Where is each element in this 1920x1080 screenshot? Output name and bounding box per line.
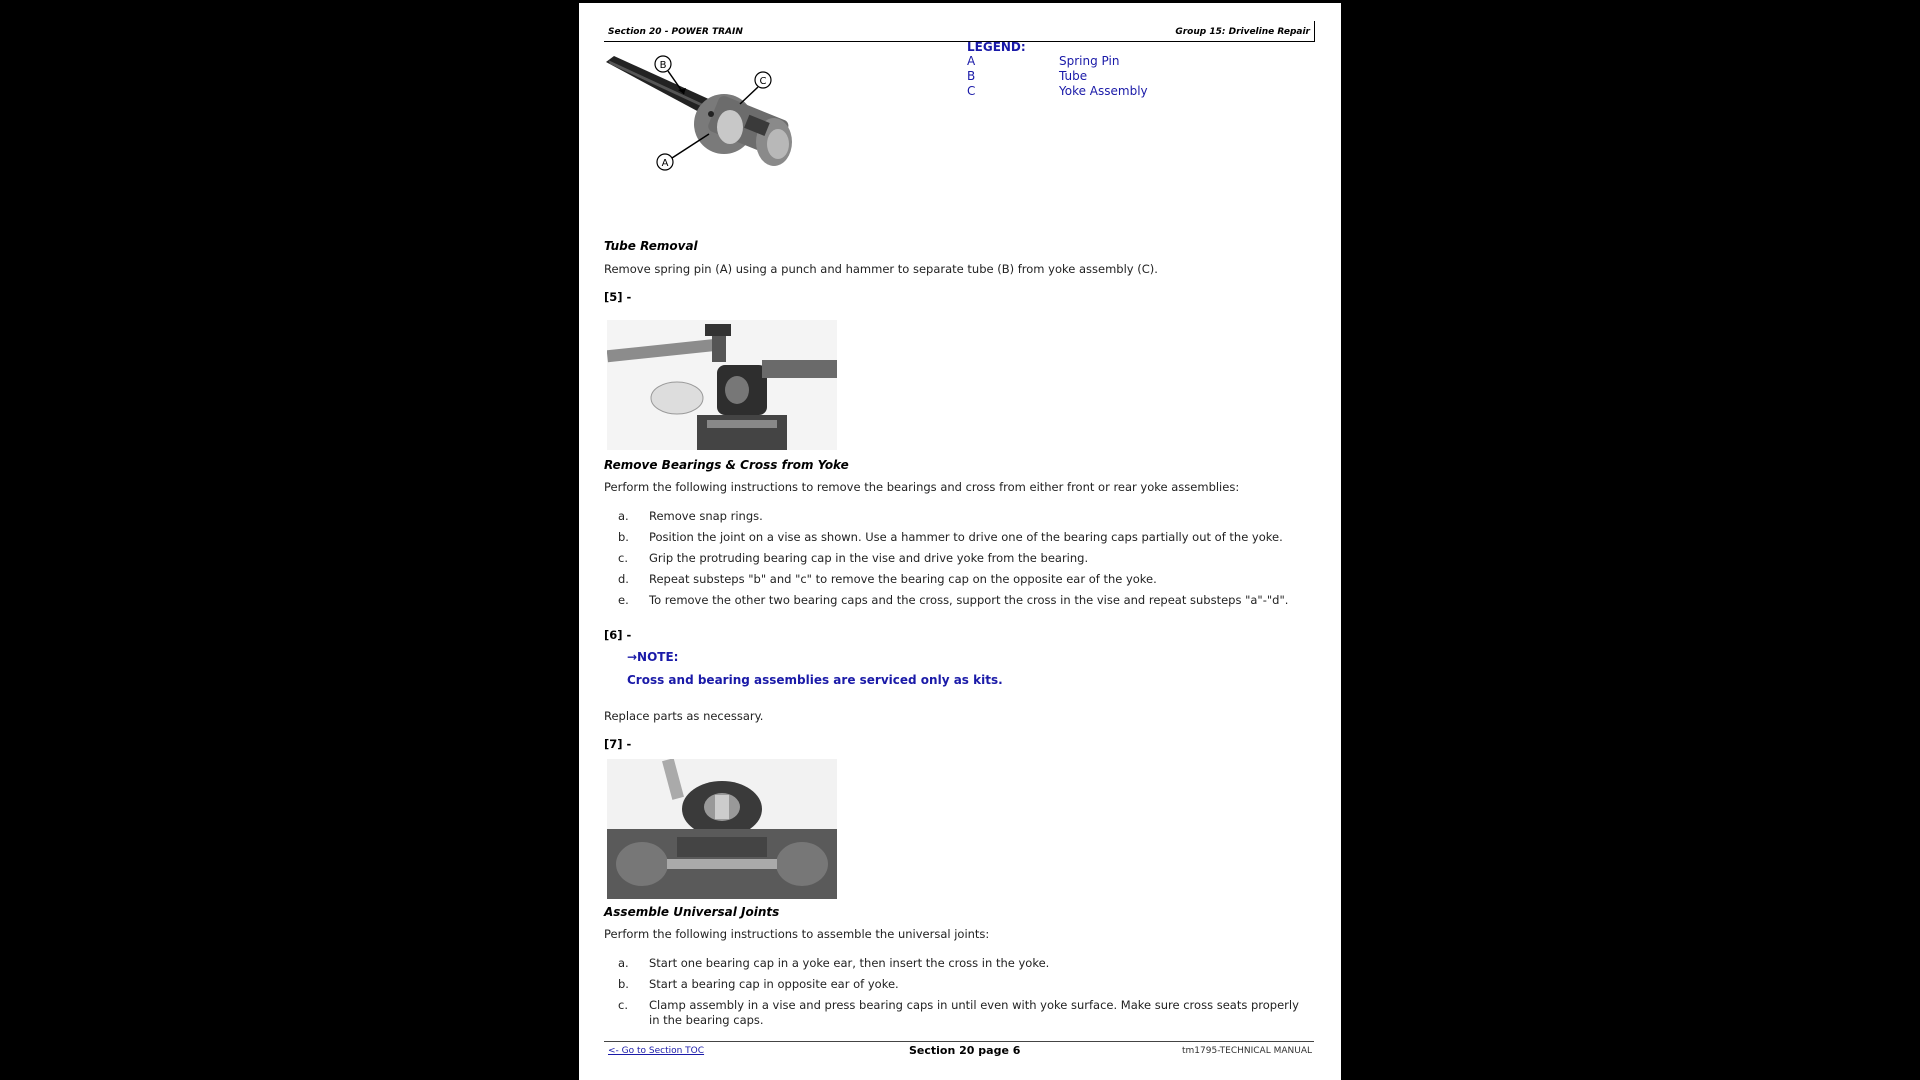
list-marker: b. [618,530,629,544]
list-marker: c. [618,551,628,565]
assemble-heading: Assemble Universal Joints [604,905,780,919]
header-section: Section 20 - POWER TRAIN [608,27,743,37]
list-text: Start a bearing cap in opposite ear of yoke. [649,977,899,991]
list-item [618,509,1308,524]
legend-key: A [967,54,976,68]
legend-value: Yoke Assembly [1059,84,1148,98]
list-item [618,551,1308,566]
page-number: Section 20 page 6 [909,1044,1021,1057]
list-marker: e. [618,593,629,607]
hammer-yoke-figure [607,320,837,450]
legend-value: Spring Pin [1059,54,1120,68]
list-text: Grip the protruding bearing cap in the vise and drive yoke from the bearing. [649,551,1089,565]
callout-c [740,72,771,104]
step-6-label: [6] - [604,628,632,642]
legend-row [967,84,1148,99]
driveshaft-figure [606,48,856,208]
footer-divider [604,1041,1314,1042]
list-item [618,593,1308,608]
legend-title: LEGEND: [967,40,1026,54]
list-text: Remove snap rings. [649,509,763,523]
list-marker: b. [618,977,629,991]
legend-row [967,54,1120,69]
callout-b-label: B [659,60,667,71]
list-text: Clamp assembly in a vise and press bearing caps in until even with yoke surface. Make sure cross seats properly in the bearing caps. [649,998,1299,1027]
remove-bearings-intro: Perform the following instructions to remove the bearings and cross from either front or rear yoke assemblies: [604,480,1240,494]
callout-a-label: A [661,158,669,169]
list-item [618,998,1308,1027]
tube-removal-heading: Tube Removal [604,239,698,253]
remove-bearings-heading: Remove Bearings & Cross from Yoke [604,458,849,472]
list-text: Position the joint on a vise as shown. Use a hammer to drive one of the bearing caps partially out of the yoke. [649,530,1283,544]
tube-removal-text: Remove spring pin (A) using a punch and hammer to separate tube (B) from yoke assembly (C). [604,262,1158,276]
note-text: Cross and bearing assemblies are serviced only as kits. [627,673,1003,687]
legend [967,40,1148,99]
list-marker: d. [618,572,629,586]
list-item [618,956,1308,971]
assemble-list [618,956,1308,1034]
manual-id: tm1795-TECHNICAL MANUAL [1182,1046,1312,1056]
step-5-label: [5] - [604,290,632,304]
legend-key: C [967,84,976,98]
note-title: →NOTE: [627,650,679,664]
header-group: Group 15: Driveline Repair [1175,27,1310,37]
callout-c-label: C [759,76,767,87]
list-marker: a. [618,956,629,970]
replace-parts-text: Replace parts as necessary. [604,709,764,723]
list-item [618,572,1308,587]
list-text: To remove the other two bearing caps and the cross, support the cross in the vise and repeat substeps "a"-"d". [649,593,1289,607]
list-marker: c. [618,998,628,1012]
remove-bearings-list [618,509,1308,614]
step-7-label: [7] - [604,737,632,751]
list-text: Start one bearing cap in a yoke ear, then insert the cross in the yoke. [649,956,1050,970]
assemble-intro: Perform the following instructions to assemble the universal joints: [604,927,990,941]
section-toc-link[interactable]: <- Go to Section TOC [608,1046,705,1056]
list-item [618,530,1308,545]
legend-value: Tube [1059,69,1088,83]
list-marker: a. [618,509,629,523]
list-text: Repeat substeps "b" and "c" to remove the bearing cap on the opposite ear of the yoke. [649,572,1157,586]
legend-row [967,69,1088,84]
manual-page [579,3,1341,1080]
legend-key: B [967,69,976,83]
list-item [618,977,1308,992]
page-header [604,21,1315,42]
vise-cross-figure [607,759,837,899]
callout-a [657,134,709,170]
